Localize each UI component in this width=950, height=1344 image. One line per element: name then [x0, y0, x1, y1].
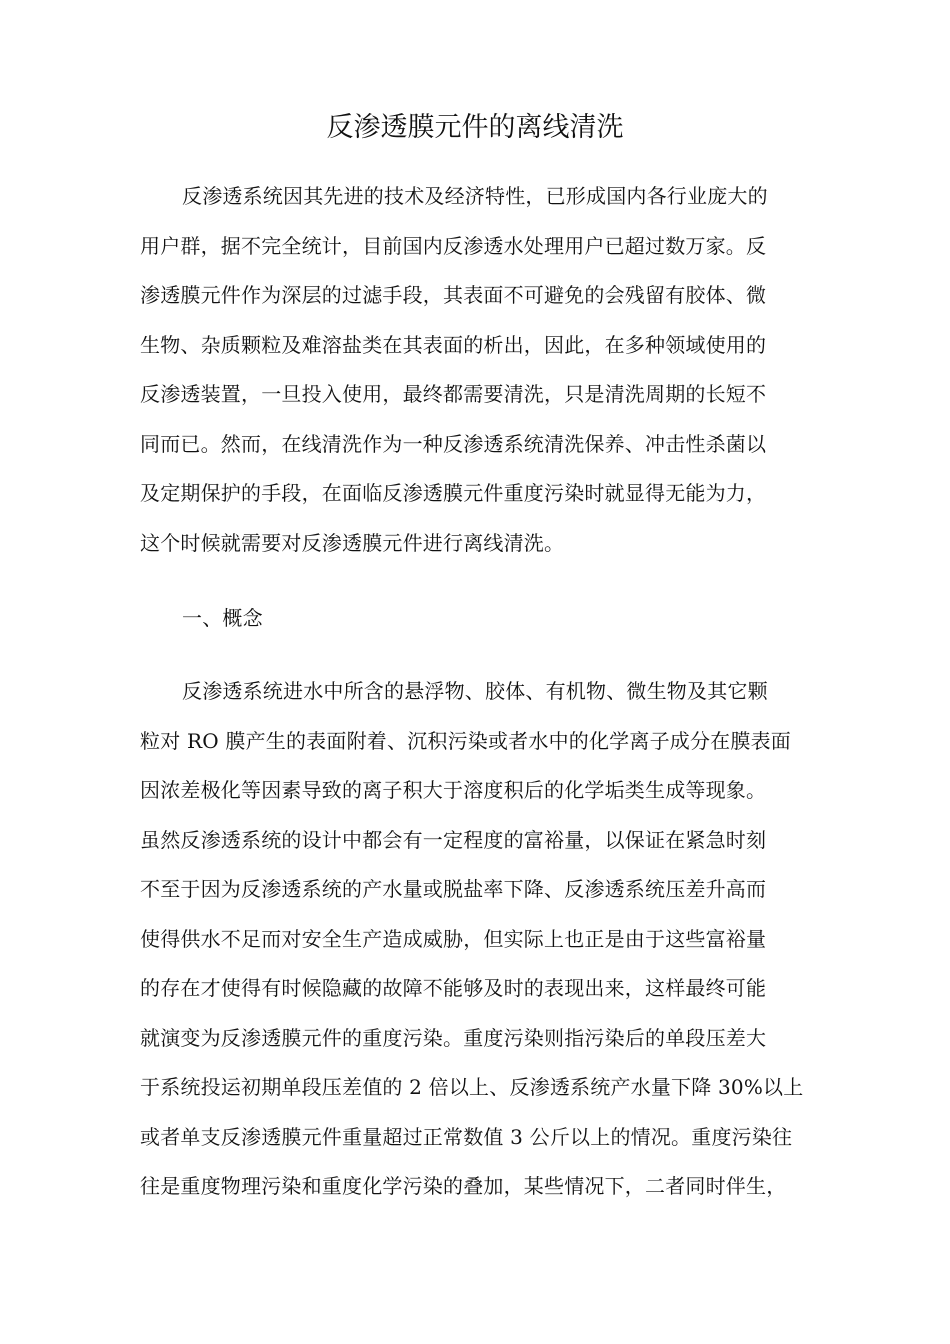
paragraph-line: 粒对 RO 膜产生的表面附着、沉积污染或者水中的化学离子成分在膜表面 — [140, 728, 791, 753]
paragraph-line: 虽然反渗透系统的设计中都会有一定程度的富裕量，以保证在紧急时刻 — [140, 827, 767, 852]
section-heading — [140, 594, 822, 644]
paragraph-line: 生物、杂质颗粒及难溶盐类在其表面的析出，因此，在多种领域使用的 — [140, 332, 767, 357]
paragraph-line: 同而已。然而，在线清洗作为一种反渗透系统清洗保养、冲击性杀菌以 — [140, 431, 767, 456]
concept-paragraph — [140, 667, 822, 1212]
section-heading-text: 一、概念 — [182, 606, 263, 630]
paragraph-line: 的存在才使得有时候隐藏的故障不能够及时的表现出来，这样最终可能 — [140, 976, 767, 1000]
paragraph-line: 这个时候就需要对反渗透膜元件进行离线清洗。 — [140, 530, 565, 555]
paragraph-line: 反渗透装置，一旦投入使用，最终都需要清洗，只是清洗周期的长短不 — [140, 382, 767, 406]
paragraph-line: 就演变为反渗透膜元件的重度污染。重度污染则指污染后的单段压差大 — [140, 1025, 767, 1050]
paragraph-line: 于系统投运初期单段压差值的 2 倍以上、反渗透系统产水量下降 30%以上 — [140, 1075, 804, 1099]
paragraph-line: 往是重度物理污染和重度化学污染的叠加，某些情况下，二者同时伴生， — [140, 1174, 787, 1198]
paragraph-line: 用户群，据不完全统计，目前国内反渗透水处理用户已超过数万家。反 — [140, 233, 767, 258]
document-title: 反渗透膜元件的离线清洗 — [326, 112, 624, 143]
paragraph-line: 因浓差极化等因素导致的离子积大于溶度积后的化学垢类生成等现象。 — [140, 778, 767, 802]
paragraph-line: 使得供水不足而对安全生产造成威胁，但实际上也正是由于这些富裕量 — [140, 926, 767, 951]
paragraph-line: 渗透膜元件作为深层的过滤手段，其表面不可避免的会残留有胶体、微 — [140, 283, 767, 307]
paragraph-line: 反渗透系统进水中所含的悬浮物、胶体、有机物、微生物及其它颗 — [182, 679, 768, 703]
paragraph-line: 或者单支反渗透膜元件重量超过正常数值 3 公斤以上的情况。重度污染往 — [140, 1124, 793, 1149]
paragraph-line: 反渗透系统因其先进的技术及经济特性，已形成国内各行业庞大的 — [182, 184, 768, 208]
paragraph-line: 不至于因为反渗透系统的产水量或脱盐率下降、反渗透系统压差升高而 — [140, 877, 767, 901]
intro-paragraph — [140, 172, 822, 568]
paragraph-line: 及定期保护的手段，在面临反渗透膜元件重度污染时就显得无能为力， — [140, 481, 767, 505]
